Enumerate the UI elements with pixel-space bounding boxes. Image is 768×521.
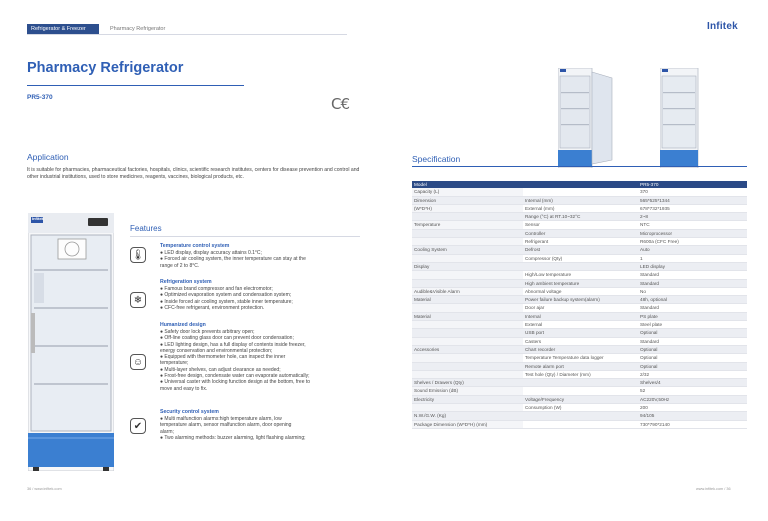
- feature-heading: Temperature control system: [160, 243, 230, 249]
- spec-value-cell: Steel plate: [638, 321, 747, 329]
- table-header-row: [412, 181, 747, 188]
- spec-value-cell: Microprocessor: [638, 229, 747, 237]
- table-row: [412, 204, 747, 212]
- footer-left: 36 / www.infitek.com: [27, 487, 62, 491]
- spec-group-cell: Electricity: [412, 395, 523, 403]
- spec-value-cell: 1: [638, 254, 747, 262]
- spec-group-cell: Temperature: [412, 221, 523, 229]
- feature-line: ● LED display, display accuracy attains 0.1°C;: [160, 250, 262, 256]
- table-row: [412, 404, 747, 412]
- spec-value-cell: 565*525*1344: [638, 196, 747, 204]
- refrigerator-closed-door-image: [660, 68, 700, 168]
- spec-group-cell: Shelves / Drawers (Qty): [412, 379, 523, 387]
- table-row: [412, 221, 747, 229]
- table-row: [412, 345, 747, 353]
- spec-group-cell: Cooling System: [412, 246, 523, 254]
- refrigerator-open-door-image: [558, 68, 613, 168]
- spec-value-cell: Optional: [638, 354, 747, 362]
- feature-line: ● Inside forced air cooling system, stable inner temperature;: [160, 298, 293, 305]
- footer-right: www.infitek.com / 36: [696, 487, 731, 491]
- spec-group-cell: [412, 354, 523, 362]
- spec-item-cell: USB port: [523, 329, 638, 337]
- feature-line: ● Two alarming methods: buzzer alarming, light flashing alarming;: [160, 434, 306, 441]
- feature-line: temperature;: [160, 360, 189, 367]
- feature-line: ● Frost-free design, condensate water can evaporate automatically;: [160, 373, 310, 380]
- spec-item-cell: [523, 379, 638, 387]
- table-row: [412, 262, 747, 270]
- feature-line: ● Optimized evaporation system and condensation system;: [160, 292, 292, 299]
- spec-value-cell: 730*790*2140: [638, 420, 747, 428]
- spec-group-cell: [412, 362, 523, 370]
- column-header-model: Model: [412, 181, 523, 188]
- spec-group-cell: [412, 229, 523, 237]
- specification-table: [412, 181, 747, 429]
- table-row: [412, 412, 747, 420]
- spec-group-cell: [412, 370, 523, 378]
- feature-line: ● Multi-layer shelves, can adjust clearance as needed;: [160, 366, 281, 373]
- model-code: PR5-370: [27, 94, 53, 101]
- spec-group-cell: [412, 337, 523, 345]
- table-row: [412, 304, 747, 312]
- table-row: [412, 279, 747, 287]
- application-text: It is suitable for pharmacies, pharmaceutical factories, hospitals, clinics, scientific research institutes, centers for disease prevention and control and other industrial institutions, used to store medicines, reagents, vaccines, biological products, etc.: [27, 167, 360, 180]
- spec-item-cell: Casters: [523, 337, 638, 345]
- category-tab-pharmacy-refrigerator[interactable]: Pharmacy Refrigerator: [110, 26, 166, 32]
- spec-item-cell: High ambient temperature: [523, 279, 638, 287]
- spec-item-cell: Remote alarm port: [523, 362, 638, 370]
- spec-value-cell: Standard: [638, 337, 747, 345]
- feature-humanized-design: [160, 322, 360, 392]
- spec-value-cell: Shelves/4: [638, 379, 747, 387]
- spec-group-cell: [412, 321, 523, 329]
- feature-security-control: [160, 409, 360, 441]
- brand-logo: Infitek: [707, 21, 738, 32]
- spec-group-cell: [412, 271, 523, 279]
- spec-group-cell: [412, 213, 523, 221]
- table-row: [412, 238, 747, 246]
- spec-group-cell: [412, 404, 523, 412]
- feature-line: ● Off-line coating glass door can prevent door condensation;: [160, 335, 294, 342]
- spec-group-cell: Audible&Visible Alarm: [412, 287, 523, 295]
- table-row: [412, 337, 747, 345]
- spec-item-cell: External (mm): [523, 204, 638, 212]
- spec-group-cell: (W*D*H): [412, 204, 523, 212]
- spec-value-cell: R600a (CFC Free): [638, 238, 747, 246]
- spec-group-cell: [412, 329, 523, 337]
- specification-underline: [412, 166, 747, 167]
- spec-value-cell: 2~8: [638, 213, 747, 221]
- table-row: [412, 254, 747, 262]
- specification-body: [412, 188, 747, 428]
- spec-item-cell: Internal: [523, 312, 638, 320]
- user-icon: ☺︎: [130, 354, 146, 370]
- table-row: [412, 370, 747, 378]
- feature-line: energy conservation and environmental protection;: [160, 347, 273, 354]
- page-title: Pharmacy Refrigerator: [27, 60, 184, 76]
- snowflake-icon: ❄︎: [130, 292, 146, 308]
- feature-heading: Humanized design: [160, 322, 206, 328]
- feature-temperature-control: [160, 243, 360, 269]
- spec-group-cell: [412, 254, 523, 262]
- spec-item-cell: Range (°C) at RT.10~32°C: [523, 213, 638, 221]
- thermometer-icon: 🌡︎: [130, 247, 146, 263]
- spec-item-cell: Power failure backup system(alarm): [523, 296, 638, 304]
- spec-item-cell: High/Low temperature: [523, 271, 638, 279]
- spec-item-cell: [523, 262, 638, 270]
- spec-item-cell: [523, 387, 638, 395]
- spec-value-cell: Optional: [638, 362, 747, 370]
- feature-refrigeration: [160, 279, 360, 311]
- table-row: [412, 229, 747, 237]
- feature-heading: Refrigeration system: [160, 279, 212, 285]
- spec-item-cell: Consumption (W): [523, 404, 638, 412]
- table-row: [412, 329, 747, 337]
- feature-line: ● Forced air cooling system, the inner temperature can stay at the: [160, 256, 306, 263]
- spec-group-cell: Display: [412, 262, 523, 270]
- ce-mark: C€: [331, 95, 350, 113]
- feature-line: move and easy to fix.: [160, 385, 208, 392]
- spec-value-cell: Standard: [638, 304, 747, 312]
- feature-line: ● LED lighting design, has a full display of contents inside freezer,: [160, 341, 306, 348]
- column-header-value: PR5-370: [638, 181, 747, 188]
- table-row: [412, 246, 747, 254]
- spec-item-cell: Temperature Temperature data logger: [523, 354, 638, 362]
- spec-group-cell: [412, 279, 523, 287]
- spec-item-cell: Abnormal voltage: [523, 287, 638, 295]
- spec-group-cell: Package Dimension (W*D*H) (mm): [412, 420, 523, 428]
- spec-value-cell: 200: [638, 404, 747, 412]
- spec-value-cell: Optional: [638, 345, 747, 353]
- spec-value-cell: AC220V,50Hz: [638, 395, 747, 403]
- column-header-item: [523, 181, 638, 188]
- feature-heading: Security control system: [160, 409, 219, 415]
- table-row: [412, 271, 747, 279]
- spec-value-cell: NTC: [638, 221, 747, 229]
- spec-item-cell: Sensor: [523, 221, 638, 229]
- feature-line: temperature alarm, sensor malfunction alarm, door opening: [160, 422, 292, 429]
- table-row: [412, 287, 747, 295]
- spec-group-cell: Dimension: [412, 196, 523, 204]
- table-row: [412, 196, 747, 204]
- header-divider: [27, 34, 347, 35]
- feature-line: range of 2 to 8°C.: [160, 262, 200, 269]
- spec-item-cell: Door ajar: [523, 304, 638, 312]
- features-divider: [130, 236, 360, 237]
- title-underline: [27, 85, 244, 86]
- spec-group-cell: Capacity (L): [412, 188, 523, 196]
- feature-line: ● Famous brand compressor and fan electromotor;: [160, 286, 273, 292]
- spec-item-cell: Test hole (Qty) / Diameter (mm): [523, 370, 638, 378]
- specification-title: Specification: [412, 154, 461, 164]
- refrigerator-logo: Infitek: [32, 216, 44, 221]
- spec-item-cell: Chart recorder: [523, 345, 638, 353]
- spec-value-cell: Auto: [638, 246, 747, 254]
- feature-line: ● Universal caster with locking function design at the bottom, free to: [160, 379, 311, 386]
- refrigerator-image: [28, 213, 114, 471]
- feature-line: ● Equipped with thermometer hole, can inspect the inner: [160, 354, 286, 361]
- table-row: [412, 188, 747, 196]
- spec-item-cell: Refrigerant: [523, 238, 638, 246]
- spec-value-cell: 2/32: [638, 370, 747, 378]
- table-row: [412, 296, 747, 304]
- spec-value-cell: 370: [638, 188, 747, 196]
- table-row: [412, 379, 747, 387]
- feature-line: ● CFC-free refrigerant, environment protection.: [160, 304, 265, 311]
- spec-value-cell: 52: [638, 387, 747, 395]
- spec-item-cell: [523, 412, 638, 420]
- category-tab-refrigerator-freezer[interactable]: Refrigerator & Freezer: [27, 24, 99, 34]
- table-row: [412, 321, 747, 329]
- table-row: [412, 387, 747, 395]
- spec-group-cell: [412, 238, 523, 246]
- feature-line: ● Multi malfunction alarms:high temperature alarm, low: [160, 416, 282, 422]
- spec-item-cell: External: [523, 321, 638, 329]
- spec-value-cell: Standard: [638, 271, 747, 279]
- spec-item-cell: Internal (mm): [523, 196, 638, 204]
- spec-value-cell: No: [638, 287, 747, 295]
- spec-value-cell: PS plate: [638, 312, 747, 320]
- feature-line: alarm;: [160, 428, 174, 435]
- spec-group-cell: Sound Emission (dB): [412, 387, 523, 395]
- spec-value-cell: 94/105: [638, 412, 747, 420]
- spec-value-cell: 678*732*1935: [638, 204, 747, 212]
- spec-value-cell: Standard: [638, 279, 747, 287]
- spec-item-cell: Voltage/Frequency: [523, 395, 638, 403]
- application-title: Application: [27, 152, 69, 162]
- table-row: [412, 420, 747, 428]
- spec-item-cell: Controller: [523, 229, 638, 237]
- table-row: [412, 312, 747, 320]
- spec-item-cell: Defrost: [523, 246, 638, 254]
- spec-group-cell: Accessories: [412, 345, 523, 353]
- spec-item-cell: [523, 420, 638, 428]
- table-row: [412, 362, 747, 370]
- spec-group-cell: N.W./G.W. (Kg): [412, 412, 523, 420]
- spec-group-cell: Material: [412, 296, 523, 304]
- spec-value-cell: Optional: [638, 329, 747, 337]
- spec-group-cell: [412, 304, 523, 312]
- shield-check-icon: ✔︎: [130, 418, 146, 434]
- table-row: [412, 213, 747, 221]
- table-row: [412, 395, 747, 403]
- spec-group-cell: Material: [412, 312, 523, 320]
- table-row: [412, 354, 747, 362]
- spec-item-cell: [523, 188, 638, 196]
- features-title: Features: [130, 224, 162, 233]
- feature-line: ● Safety door lock prevents arbitrary open;: [160, 329, 255, 335]
- spec-value-cell: LED display: [638, 262, 747, 270]
- spec-item-cell: Compressor (Qty): [523, 254, 638, 262]
- spec-value-cell: 48h, optional: [638, 296, 747, 304]
